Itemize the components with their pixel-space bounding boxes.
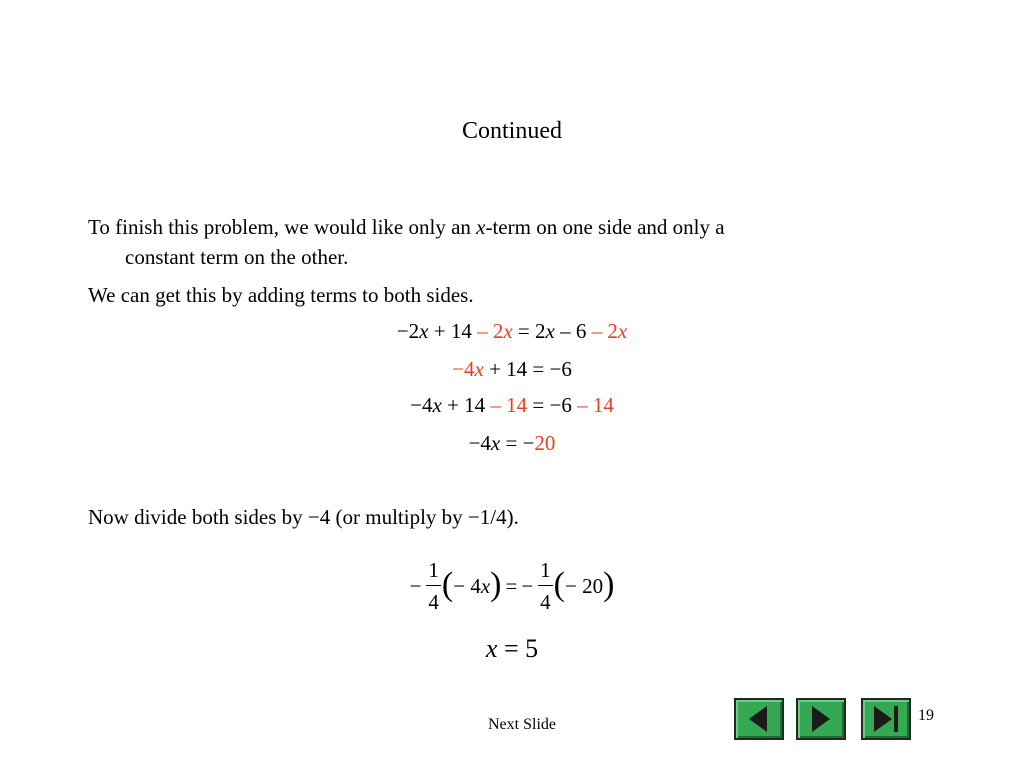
next-slide-icon: [798, 700, 844, 738]
intro-text-a: To finish this problem, we would like only an: [88, 215, 477, 239]
next-slide-button[interactable]: [796, 698, 846, 740]
intro-paragraph: [88, 212, 888, 272]
equation-1: −2x + 14 – 2x = 2x – 6 – 2x: [396, 319, 628, 343]
answer: x = 5: [485, 634, 539, 663]
equation-4: −4x = −20: [468, 431, 556, 455]
intro-line-1: [88, 212, 888, 242]
last-slide-icon: [863, 700, 909, 738]
fraction-1: $\frac{1}{4}$: [428, 558, 439, 614]
slide-title: Continued: [462, 118, 562, 144]
page-number: 19: [918, 707, 934, 724]
intro-variable: x: [476, 215, 486, 239]
divide-text: Now divide both sides by −4 (or multiply by −1/4).: [88, 505, 519, 529]
equation-3: −4x + 14 – 14 = −6 – 14: [410, 393, 614, 417]
intro-line-2: constant term on the other.: [125, 245, 349, 269]
previous-slide-icon: [736, 700, 782, 738]
step-text: We can get this by adding terms to both sides.: [88, 283, 474, 307]
intro-text-b: -term on one side and only a: [485, 215, 725, 239]
equation-2: −4x + 14 = −6: [452, 357, 572, 381]
fraction-equation: − $\frac{1}{4}$ ( − 4 x ) = − $\frac{1}{4}$ ( − 20 ): [409, 558, 615, 614]
fraction-2: $\frac{1}{4}$: [540, 558, 551, 614]
previous-slide-button[interactable]: [734, 698, 784, 740]
last-slide-button[interactable]: [861, 698, 911, 740]
next-slide-link[interactable]: Next Slide: [488, 716, 556, 733]
